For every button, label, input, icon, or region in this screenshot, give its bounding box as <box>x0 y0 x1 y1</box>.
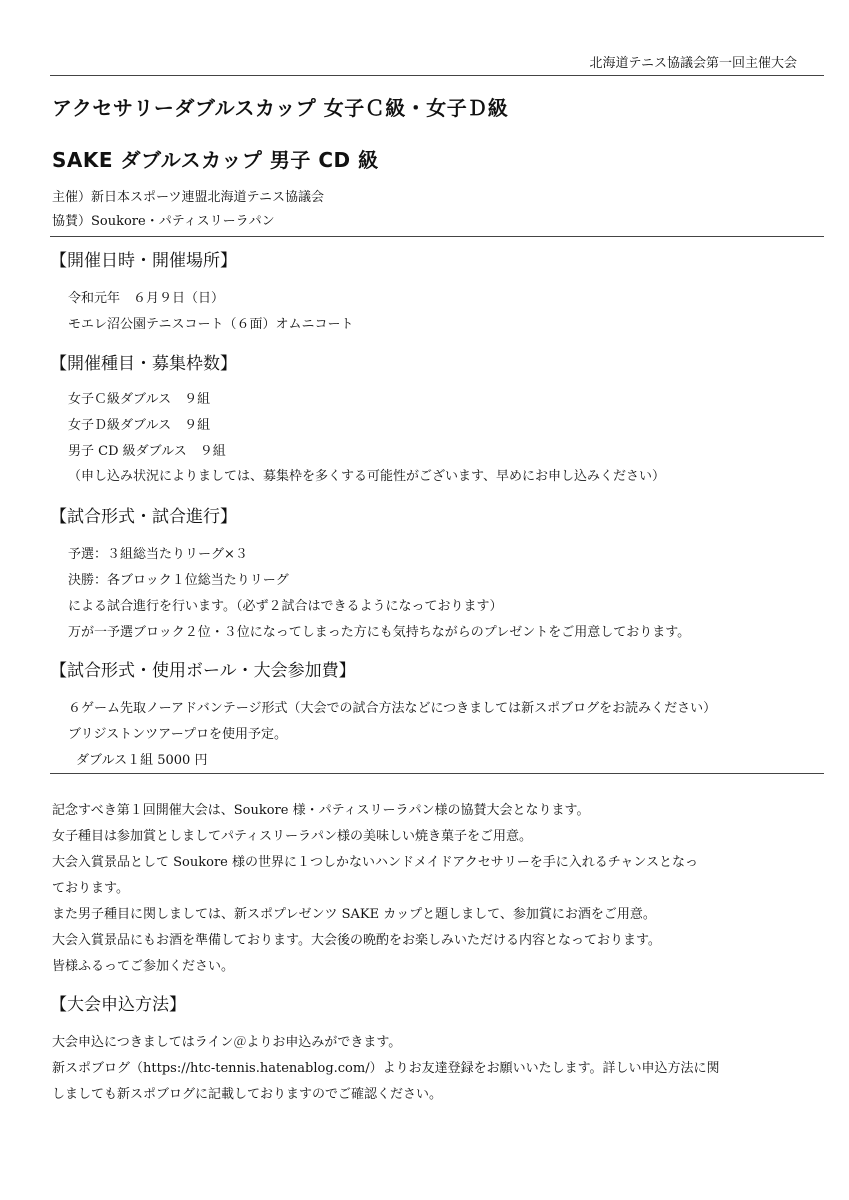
divider <box>50 773 824 774</box>
section-heading-format: 【試合形式・試合進行】 <box>50 507 237 527</box>
ball-fee-line: ブリジストンツアープロを使用予定。 <box>68 727 288 742</box>
date-line: 令和元年 ６月９日（日） <box>68 291 225 306</box>
section-heading-apply: 【大会申込方法】 <box>50 995 186 1015</box>
message-line: 大会入賞景品として Soukore 様の世界に１つしかないハンドメイドアクセサリーを手に入れるチャンスとなっ <box>52 855 699 870</box>
event-line: 女子Ｃ級ダブルス ９組 <box>68 392 211 407</box>
sponsor-line: 協賛）Soukore・パティスリーラパン <box>52 214 275 229</box>
event-line: 女子Ｄ級ダブルス ９組 <box>68 418 211 433</box>
divider <box>50 236 824 237</box>
place-line: モエレ沼公園テニスコート（６面）オムニコート <box>68 317 354 332</box>
fee-line: ダブルス１組 5000 円 <box>76 753 208 768</box>
message-line: 記念すべき第１回開催大会は、Soukore 様・パティスリーラパン様の協賛大会となります。 <box>52 803 590 818</box>
event-note: （申し込み状況によりましては、募集枠を多くする可能性がございます、早めにお申し込みください） <box>68 469 665 484</box>
organizer-header: 北海道テニス協議会第一回主催大会 <box>589 56 797 71</box>
message-line: ております。 <box>52 881 129 896</box>
apply-line: 大会申込につきましてはライン＠よりお申込みができます。 <box>52 1035 402 1050</box>
message-line: 皆様ふるってご参加ください。 <box>52 959 235 974</box>
message-line: 女子種目は参加賞としましてパティスリーラパン様の美味しい焼き菓子をご用意。 <box>52 829 532 844</box>
format-line: 決勝：各ブロック１位総当たりリーグ <box>68 573 289 588</box>
title-accessory-cup: アクセサリーダブルスカップ 女子Ｃ級・女子Ｄ級 <box>52 96 509 120</box>
divider <box>50 75 824 76</box>
section-heading-ball-fee: 【試合形式・使用ボール・大会参加費】 <box>50 661 356 681</box>
format-line: による試合進行を行います。（必ず２試合はできるようになっております） <box>68 599 503 614</box>
title-sake-cup: SAKE ダブルスカップ 男子 CD 級 <box>52 148 379 172</box>
apply-line: しましても新スポブログに記載しておりますのでご確認ください。 <box>52 1087 443 1102</box>
message-line: 大会入賞景品にもお酒を準備しております。大会後の晩酌をお楽しみいただける内容となっております。 <box>52 933 661 948</box>
section-heading-date-place: 【開催日時・開催場所】 <box>50 251 237 271</box>
message-line: また男子種目に関しましては、新スポプレゼンツ SAKE カップと題しまして、参加賞にお酒をご用意。 <box>52 907 656 922</box>
format-line: 万が一予選ブロック２位・３位になってしまった方にも気持ちながらのプレゼントをご用意しております。 <box>68 625 691 640</box>
host-line: 主催）新日本スポーツ連盟北海道テニス協議会 <box>52 190 324 205</box>
ball-fee-line: ６ゲーム先取ノーアドバンテージ形式（大会での試合方法などにつきましては新スポブログをお読みください） <box>68 701 717 716</box>
section-heading-events: 【開催種目・募集枠数】 <box>50 354 237 374</box>
event-line: 男子 CD 級ダブルス ９組 <box>68 444 226 459</box>
format-line: 予選：３組総当たりリーグ×３ <box>68 547 248 562</box>
apply-line: 新スポブログ（https://htc-tennis.hatenablog.com/）よりお友達登録をお願いいたします。詳しい申込方法に関 <box>52 1061 720 1076</box>
